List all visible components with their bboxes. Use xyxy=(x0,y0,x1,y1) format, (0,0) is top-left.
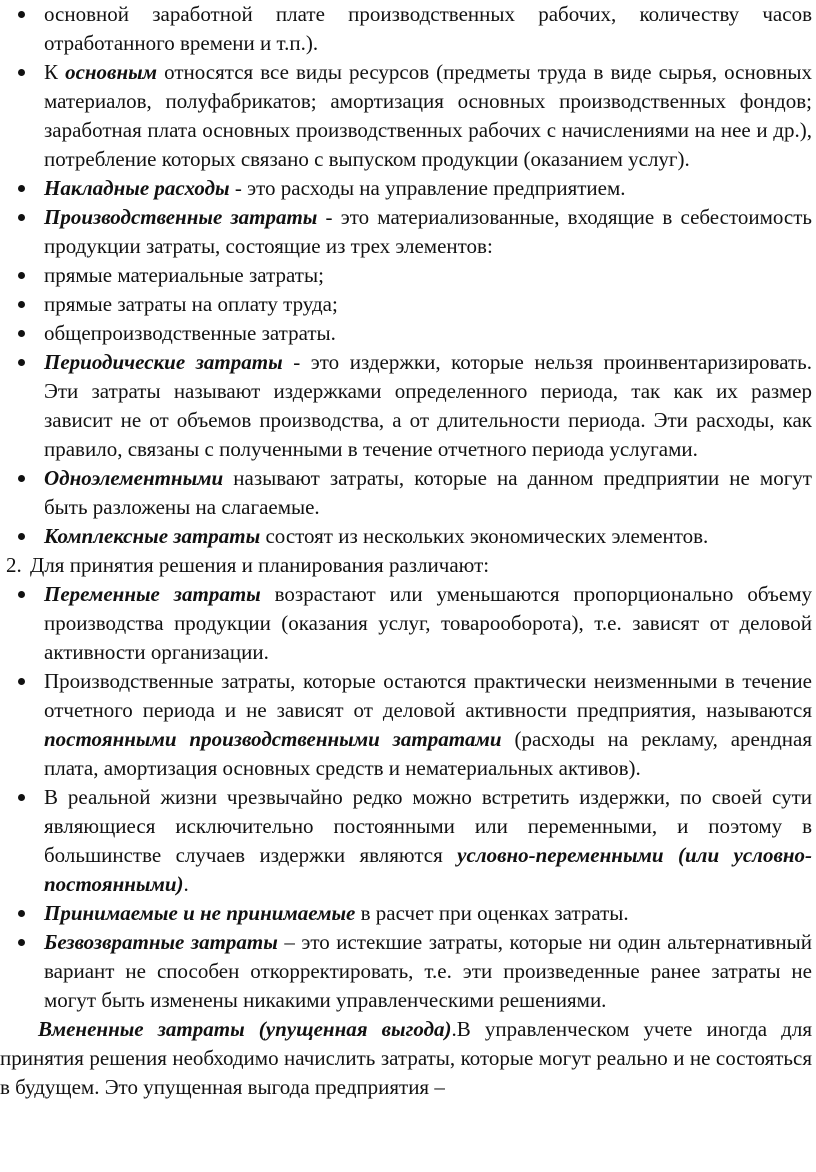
term-emphasis: Комплексные затраты xyxy=(44,524,261,548)
text-run: .В управленческом учете иногда для принятия решения необходимо начислить затраты, которые могут реально и не состояться в будущем. Это упущенная выгода предприятия – xyxy=(0,1017,812,1099)
item-text xyxy=(44,928,812,1015)
bullet-item xyxy=(0,290,816,319)
text-run: . xyxy=(183,872,189,896)
bullet-icon xyxy=(16,203,26,232)
item-text xyxy=(44,290,812,319)
bullet-icon xyxy=(16,174,26,203)
bullet-icon xyxy=(16,319,26,348)
item-text xyxy=(44,522,812,551)
bullet-item xyxy=(0,522,816,551)
bullet-item xyxy=(0,667,816,783)
bullet-icon xyxy=(16,580,26,609)
text-run: возрастают или уменьшаются пропорционально объему производства продукции (оказания услуг, товарооборота), т.е. зависят от деловой активности организации. xyxy=(44,582,812,664)
text-run: - это материализованные, входящие в себестоимость продукции затраты, состоящие из трех элементов: xyxy=(44,205,812,258)
text-run: В реальной жизни чрезвычайно редко можно встретить издержки, по своей сути являющиеся исключительно постоянными или переменными, и поэтому в большинстве случаев издержки являются xyxy=(44,785,812,867)
text-run: - это расходы на управление предприятием. xyxy=(229,176,626,200)
bullet-icon xyxy=(16,667,26,696)
bullet-icon xyxy=(16,899,26,928)
bullet-icon xyxy=(16,290,26,319)
bullet-item xyxy=(0,58,816,174)
paragraph xyxy=(0,1015,812,1102)
bullet-icon xyxy=(16,0,26,29)
item-text xyxy=(44,783,812,899)
term-emphasis: условно-переменными (или условно-постоянными) xyxy=(44,843,812,896)
text-run: общепроизводственные затраты. xyxy=(44,321,336,345)
text-run: относятся все виды ресурсов (предметы труда в виде сырья, основных материалов, полуфабрикатов; амортизация основных производственных фондов; заработная плата основных производственных рабочих с начислениями на нее и др.), потребление которых связано с выпуском продукции (оказанием услуг). xyxy=(44,60,812,171)
bullet-item xyxy=(0,319,816,348)
bullet-item xyxy=(0,203,816,261)
bullet-item xyxy=(0,0,816,58)
item-text xyxy=(44,348,812,464)
term-emphasis: Переменные затраты xyxy=(44,582,261,606)
text-run: К xyxy=(44,60,66,84)
item-text xyxy=(44,899,812,928)
term-emphasis: Накладные расходы xyxy=(44,176,230,200)
item-text xyxy=(44,261,812,290)
text-run: основной заработной плате производственных рабочих, количеству часов отработанного времени и т.п.). xyxy=(44,2,812,55)
text-run: Для принятия решения и планирования различают: xyxy=(30,553,490,577)
item-text xyxy=(0,1015,812,1102)
text-run: – это истекшие затраты, которые ни один альтернативный вариант не способен откорректировать, т.е. эти произведенные ранее затраты не могут быть изменены никакими управленческими решениями. xyxy=(44,930,812,1012)
term-emphasis: Периодические затраты xyxy=(44,350,283,374)
bullet-item xyxy=(0,464,816,522)
item-text xyxy=(44,58,812,174)
text-run: называют затраты, которые на данном предприятии не могут быть разложены на слагаемые. xyxy=(44,466,812,519)
term-emphasis: постоянными производственными затратами xyxy=(44,727,502,751)
list-number: 2. xyxy=(6,553,22,577)
bullet-item xyxy=(0,928,816,1015)
bullet-item xyxy=(0,899,816,928)
bullet-icon xyxy=(16,783,26,812)
bullet-icon xyxy=(16,522,26,551)
item-text xyxy=(44,319,812,348)
item-text xyxy=(44,0,812,58)
item-text xyxy=(44,667,812,783)
bullet-icon xyxy=(16,58,26,87)
item-text xyxy=(44,464,812,522)
bullet-item xyxy=(0,580,816,667)
term-emphasis: Безвозвратные затраты xyxy=(44,930,278,954)
bullet-item xyxy=(0,783,816,899)
item-text xyxy=(30,551,812,580)
bullet-item xyxy=(0,348,816,464)
bullet-icon xyxy=(16,464,26,493)
bullet-item xyxy=(0,261,816,290)
bullet-icon xyxy=(16,261,26,290)
bullet-icon xyxy=(16,928,26,957)
term-emphasis: основным xyxy=(65,60,158,84)
term-emphasis: Одноэлементными xyxy=(44,466,224,490)
item-text xyxy=(44,580,812,667)
item-text xyxy=(44,174,812,203)
item-text xyxy=(44,203,812,261)
term-emphasis: Вмененные затраты (упущенная выгода) xyxy=(38,1017,452,1041)
text-run: состоят из нескольких экономических элементов. xyxy=(260,524,709,548)
term-emphasis: Производственные затраты xyxy=(44,205,318,229)
text-run: - это издержки, которые нельзя проинвентаризировать. Эти затраты называют издержками определенного периода, так как их размер зависит не от объемов производства, а от длительности периода. Эти расходы, как правило, связаны с полученными в течение отчетного периода услугами. xyxy=(44,350,812,461)
bullet-icon xyxy=(16,348,26,377)
term-emphasis: Принимаемые и не принимаемые xyxy=(44,901,356,925)
text-run: (расходы на рекламу, арендная плата, амортизация основных средств и нематериальных активов). xyxy=(44,727,812,780)
text-run: прямые затраты на оплату труда; xyxy=(44,292,338,316)
text-run: в расчет при оценках затраты. xyxy=(355,901,629,925)
text-run: Производственные затраты, которые остаются практически неизменными в течение отчетного периода и не зависят от деловой активности предприятия, называются xyxy=(44,669,812,722)
text-run: прямые материальные затраты; xyxy=(44,263,324,287)
bullet-item xyxy=(0,174,816,203)
numbered-item xyxy=(0,551,816,580)
